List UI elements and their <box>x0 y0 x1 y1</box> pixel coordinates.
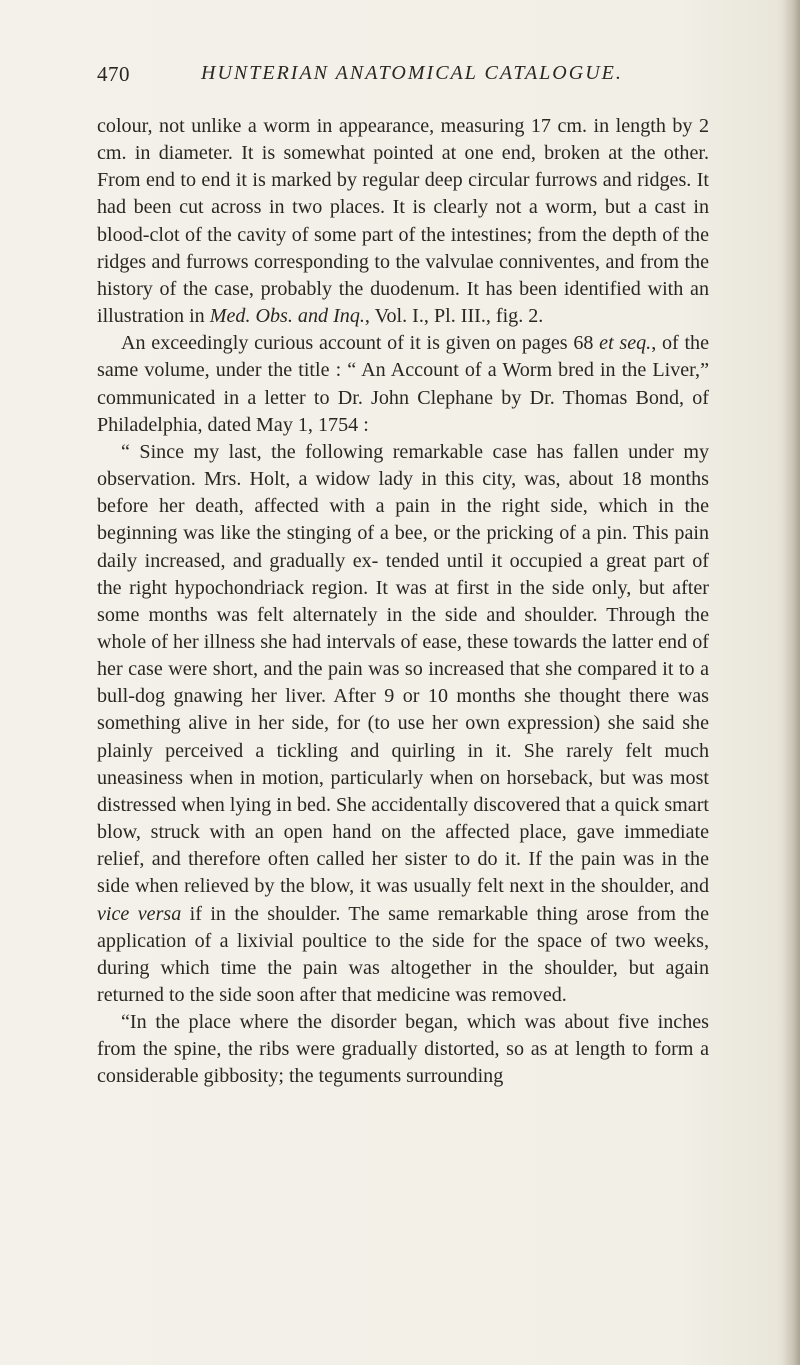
paragraph-1-text: colour, not unlike a worm in appearance, measuring 17 cm. in length by 2 cm. in diameter. It is somewhat pointed at one end, broken at the other. From end to end it is marked by regular deep circular furrows and ridges. It had been cut across in two places. It is clearly not a worm, but a cast in blood-clot of the cavity of some part of the intestines; from the depth of the ridges and furrows corresponding to the valvulae conniventes, and from the history of the case, probably the duodenum. It has been identified with an illustration in <box>97 115 709 328</box>
paragraph-3-text-end: if in the shoulder. The same remarkable thing arose from the application of a lixivial poultice to the side for the space of two weeks, during which time the pain was altogether in the shoulder, but again returned to the side soon after that medicine was removed. <box>97 902 709 1006</box>
paragraph-1-text-end: , Vol. I., Pl. III., fig. 2. <box>364 305 544 328</box>
paragraph-3 <box>97 439 709 1009</box>
page-edge-shadow <box>782 0 800 1365</box>
paragraph-4-text: “In the place where the disorder began, which was about five inches from the spine, the ribs were gradually distorted, so as at length to form a considerable gibbosity; the teguments surrounding <box>97 1011 709 1088</box>
paragraph-1 <box>97 113 709 330</box>
paragraph-2-text: An exceedingly curious account of it is given on pages 68 <box>121 332 600 355</box>
body-text <box>97 113 709 1091</box>
vice-versa: vice versa <box>97 902 182 925</box>
page-header <box>97 62 709 92</box>
paragraph-3-text: “ Since my last, the following remarkable case has fallen under my observation. Mrs. Holt, a widow lady in this city, was, about 18 months before her death, affected with a pain in the right side, which in the beginning was like the stinging of a bee, or the pricking of a pin. This pain daily increased, and gradually ex- tended until it occupied a great part of the right hypochondriack region. It was at first in the side only, but after some months was felt alternately in the side and shoulder. Through the whole of her illness she had intervals of ease, these towards the latter end of her case were short, and the pain was so increased that she compared it to a bull-dog gnawing her liver. After 9 or 10 months she thought there was something alive in her side, for (to use her own expression) she said she plainly perceived a tickling and quirling in it. She rarely felt much uneasiness when in motion, particularly when on horseback, but was most distressed when lying in bed. She accidentally discovered that a quick smart blow, struck with an open hand on the affected place, gave immediate relief, and therefore often called her sister to do it. If the pain was in the side when relieved by the blow, it was usually felt next in the shoulder, and <box>97 440 709 898</box>
citation-med-obs: Med. Obs. and Inq. <box>209 305 365 328</box>
paragraph-2 <box>97 330 709 439</box>
et-seq: et seq. <box>599 332 652 355</box>
paragraph-4 <box>97 1009 709 1090</box>
running-title: HUNTERIAN ANATOMICAL CATALOGUE. <box>201 62 623 84</box>
page-number: 470 <box>97 62 130 86</box>
paragraph-2-text-end: , of the same volume, under the title : “ An Account of a Worm bred in the Liver,” communicated in a letter to Dr. John Clephane by Dr. Thomas Bond, of Philadelphia, dated May 1, 1754 : <box>97 332 709 436</box>
